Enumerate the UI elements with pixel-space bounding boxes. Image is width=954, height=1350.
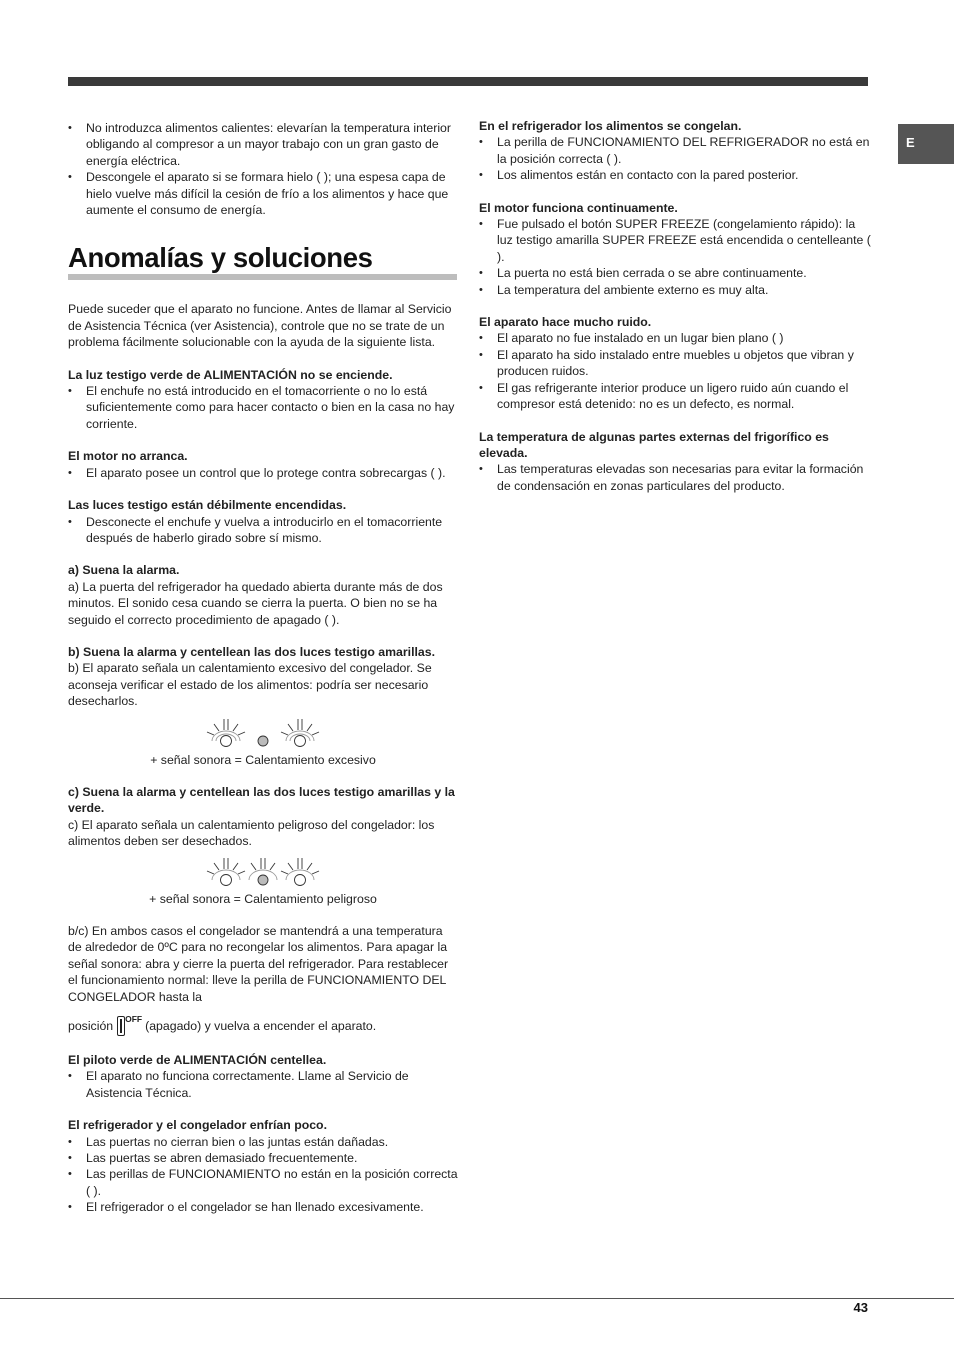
intro-list (68, 120, 458, 218)
off-label: OFF (125, 1014, 143, 1025)
right-column (479, 118, 871, 494)
intro-paragraph: Puede suceder que el aparato no funcione. Antes de llamar al Servicio de Asistencia Técnica (ver Asistencia), controle que no se trate de un problema fácilmente solucionable con la ayuda de la siguiente lista. (68, 302, 452, 350)
section-heading: Las luces testigo están débilmente encendidas. (68, 498, 347, 513)
list-item: • Los alimentos están en contacto con la pared posterior. (479, 167, 871, 183)
left-column (68, 120, 458, 1216)
blinking-lights-icon (198, 855, 328, 891)
section-heading: El motor funciona continuamente. (479, 200, 678, 215)
list-item: • El gas refrigerante interior produce un ligero ruido aún cuando el compresor está detenido: no es un defecto, es normal. (479, 380, 871, 413)
warning-lights-figure-excessive (68, 716, 458, 752)
list-item: • Desconecte el enchufe y vuelva a introducirlo en el tomacorriente después de haberlo girado sobre sí mismo. (68, 514, 458, 547)
list-item: • La perilla de FUNCIONAMIENTO DEL REFRIGERADOR no está en la posición correcta ( ). (479, 134, 871, 167)
position-text: posición (68, 1019, 114, 1034)
list-item: • Las perillas de FUNCIONAMIENTO no están en la posición correcta ( ). (68, 1166, 458, 1199)
section-paragraph: c) El aparato señala un calentamiento peligroso del congelador: los alimentos deben ser desechados. (68, 817, 435, 849)
page-title: Anomalías y soluciones (68, 242, 373, 274)
section-heading: c) Suena la alarma y centellean las dos luces testigo amarillas y la verde. (68, 784, 455, 816)
position-text: (apagado) y vuelva a encender el aparato. (145, 1019, 377, 1034)
figure-caption: + señal sonora = Calentamiento peligroso (149, 891, 377, 906)
list-item: • No introduzca alimentos calientes: elevarían la temperatura interior obligando al compresor a un mayor trabajo con un gran gasto de energía eléctrica. (68, 120, 458, 169)
list-item: • Las puertas se abren demasiado frecuentemente. (68, 1150, 458, 1166)
section-heading: b) Suena la alarma y centellean las dos luces testigo amarillas. (68, 644, 436, 659)
list-item: • Las temperaturas elevadas son necesarias para evitar la formación de condensación en zonas particulares del producto. (479, 461, 871, 494)
list-item: • La temperatura del ambiente externo es muy alta. (479, 282, 871, 298)
blinking-lights-icon (198, 716, 328, 752)
list-item: • Las puertas no cierran bien o las juntas están dañadas. (68, 1134, 458, 1150)
knob-off-icon (117, 1016, 125, 1036)
list-item: • El aparato no fue instalado en un lugar bien plano ( ) (479, 330, 871, 346)
list-item: • El refrigerador o el congelador se han llenado excesivamente. (68, 1199, 458, 1215)
section-heading: La luz testigo verde de ALIMENTACIÓN no se enciende. (68, 367, 393, 382)
page-number: 43 (853, 1300, 868, 1315)
list-item: • Descongele el aparato si se formara hielo ( ); una espesa capa de hielo vuelve más difícil la cesión de frío a los alimentos y hace que aumente el consumo de energía. (68, 169, 458, 218)
section-heading: El refrigerador y el congelador enfrían poco. (68, 1118, 327, 1133)
list-item: • El enchufe no está introducido en el tomacorriente o no lo está suficientemente como para hacer contacto o bien en la casa no hay corriente. (68, 383, 458, 432)
section-paragraph: a) La puerta del refrigerador ha quedado abierta durante más de dos minutos. El sonido cesa cuando se cierra la puerta. O bien no se ha seguido el correcto procedimiento de apagado ( ). (68, 579, 443, 627)
list-item: • La puerta no está bien cerrada o se abre continuamente. (479, 265, 871, 281)
list-item: • El aparato no funciona correctamente. Llame al Servicio de Asistencia Técnica. (68, 1068, 458, 1101)
section-paragraph: b) El aparato señala un calentamiento excesivo del congelador. Se aconseja verificar el estado de los alimentos: podría ser necesario desecharlos. (68, 661, 432, 709)
section-heading: En el refrigerador los alimentos se congelan. (479, 119, 742, 133)
warning-lights-figure-dangerous (68, 855, 458, 891)
section-heading: El motor no arranca. (68, 449, 188, 464)
section-heading: La temperatura de algunas partes externas del frigorífico es elevada. (479, 429, 829, 460)
language-tab (898, 124, 954, 164)
list-item: • El aparato posee un control que lo protege contra sobrecargas ( ). (68, 465, 458, 481)
section-heading: El aparato hace mucho ruido. (479, 315, 652, 330)
section-heading: a) Suena la alarma. (68, 563, 180, 578)
section-heading: El piloto verde de ALIMENTACIÓN centellea. (68, 1053, 327, 1068)
list-item: • El aparato ha sido instalado entre muebles u objetos que vibran y producen ruidos. (479, 347, 871, 380)
list-item: • Fue pulsado el botón SUPER FREEZE (congelamiento rápido): la luz testigo amarilla SUPER FREEZE está encendida o centelleante ( ). (479, 216, 871, 265)
language-tab-label: E (906, 135, 915, 150)
footer-rule (0, 1298, 954, 1299)
header-bar (68, 77, 868, 86)
section-paragraph: b/c) En ambos casos el congelador se mantendrá a una temperatura de alrededor de 0ºC para no recongelar los alimentos. Para apagar la señal sonora: abra y cierre la puerta del refrigerador. Para restablecer el funcionamiento normal: lleve la perilla de FUNCIONAMIENTO DEL CONGELADOR hasta la (68, 924, 449, 1004)
off-position-line (68, 1011, 458, 1036)
figure-caption: + señal sonora = Calentamiento excesivo (150, 752, 376, 767)
